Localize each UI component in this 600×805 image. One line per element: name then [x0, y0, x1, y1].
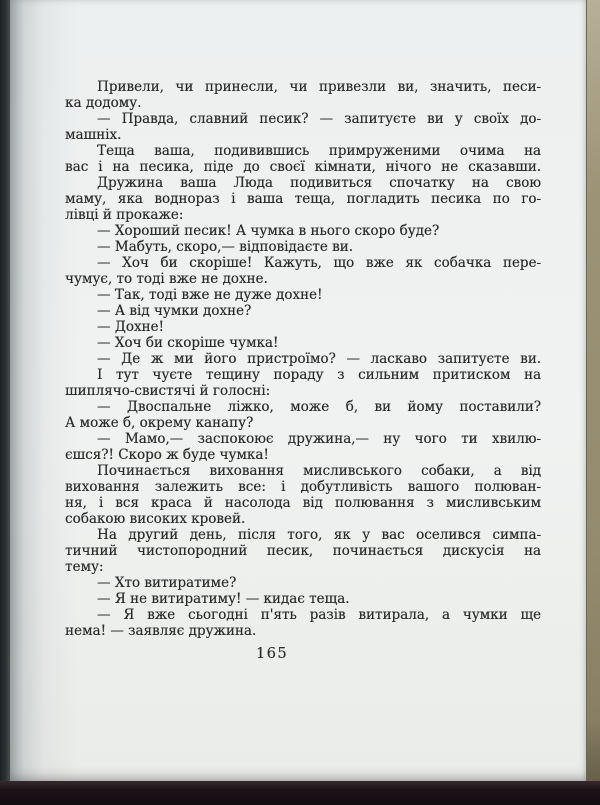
text-line: собакою високих кровей. — [65, 511, 246, 527]
text-line: — А від чумки дохне? — [97, 303, 252, 319]
text-line: виховання залежить все: і добутливість вашого полюван- — [65, 479, 541, 495]
text-line: — Так, тоді вже не дуже дохне! — [97, 287, 323, 303]
text-line: — Хороший песик! А чумка в нього скоро буде? — [97, 223, 440, 239]
book-page — [10, 0, 586, 781]
text-line: шиплячо-свистячі й голосні: — [65, 383, 271, 399]
text-line: маму, яка воднораз і ваша теща, погладить песика по го- — [65, 191, 541, 207]
text-line: — Мамо,— заспокоює дружина,— ну чого ти хвилю- — [97, 431, 541, 447]
text-line: — Дохне! — [97, 319, 164, 335]
text-line: І тут чуєте тещину пораду з сильним притиском на — [97, 367, 541, 383]
text-line: нема! — заявляє дружина. — [65, 623, 257, 639]
book-spine-left — [0, 0, 10, 805]
text-line: — Я вже сьогодні п'ять разів витирала, а чумки ще — [97, 607, 541, 623]
text-line: — Я не витиратиму! — кидає теща. — [97, 591, 350, 607]
text-line: єшся?! Скоро ж буде чумка! — [65, 447, 269, 463]
text-line: — Хоч би скоріше чумка! — [97, 335, 279, 351]
text-line: — Правда, славний песик? — запитуєте ви у своїх до- — [97, 111, 541, 127]
text-line: ка додому. — [65, 95, 142, 111]
page-number: 165 — [255, 646, 289, 662]
text-line: — Хоч би скоріше! Кажуть, що вже як собачка пере- — [97, 255, 541, 271]
text-line: вас і на песика, піде до своєї кімнати, нічого не сказавши. — [65, 159, 541, 175]
text-line: тему: — [65, 559, 104, 575]
text-line: — Хто витиратиме? — [97, 575, 237, 591]
text-line: На другий день, після того, як у вас оселився симпа- — [97, 527, 541, 543]
text-line: машніх. — [65, 127, 122, 143]
page-text — [65, 79, 541, 639]
text-line: — Мабуть, скоро,— відповідаєте ви. — [97, 239, 353, 255]
text-line: Теща ваша, подивившись примруженими очима на — [97, 143, 541, 159]
text-line: тичний чистопородний песик, починається дискусія на — [65, 543, 541, 559]
text-line: лівці й прокаже: — [65, 207, 184, 223]
page-edges-right — [586, 0, 600, 781]
text-line: — Де ж ми його пристроїмо? — ласкаво запитуєте ви. — [97, 351, 541, 367]
text-line: — Двоспальне ліжко, може б, ви йому поставили? — [97, 399, 541, 415]
text-line: Привели, чи принесли, чи привезли ви, значить, песи- — [97, 79, 541, 95]
text-line: чумує, то тоді вже не дохне. — [65, 271, 268, 287]
book-cover-bottom — [0, 781, 600, 805]
text-line: А може б, окрему канапу? — [65, 415, 254, 431]
text-line: ня, і вся краса й насолода від полювання з мисливським — [65, 495, 541, 511]
text-line: Починається виховання мисливського собаки, а від — [97, 463, 541, 479]
text-line: Дружина ваша Люда подивиться спочатку на свою — [97, 175, 541, 191]
